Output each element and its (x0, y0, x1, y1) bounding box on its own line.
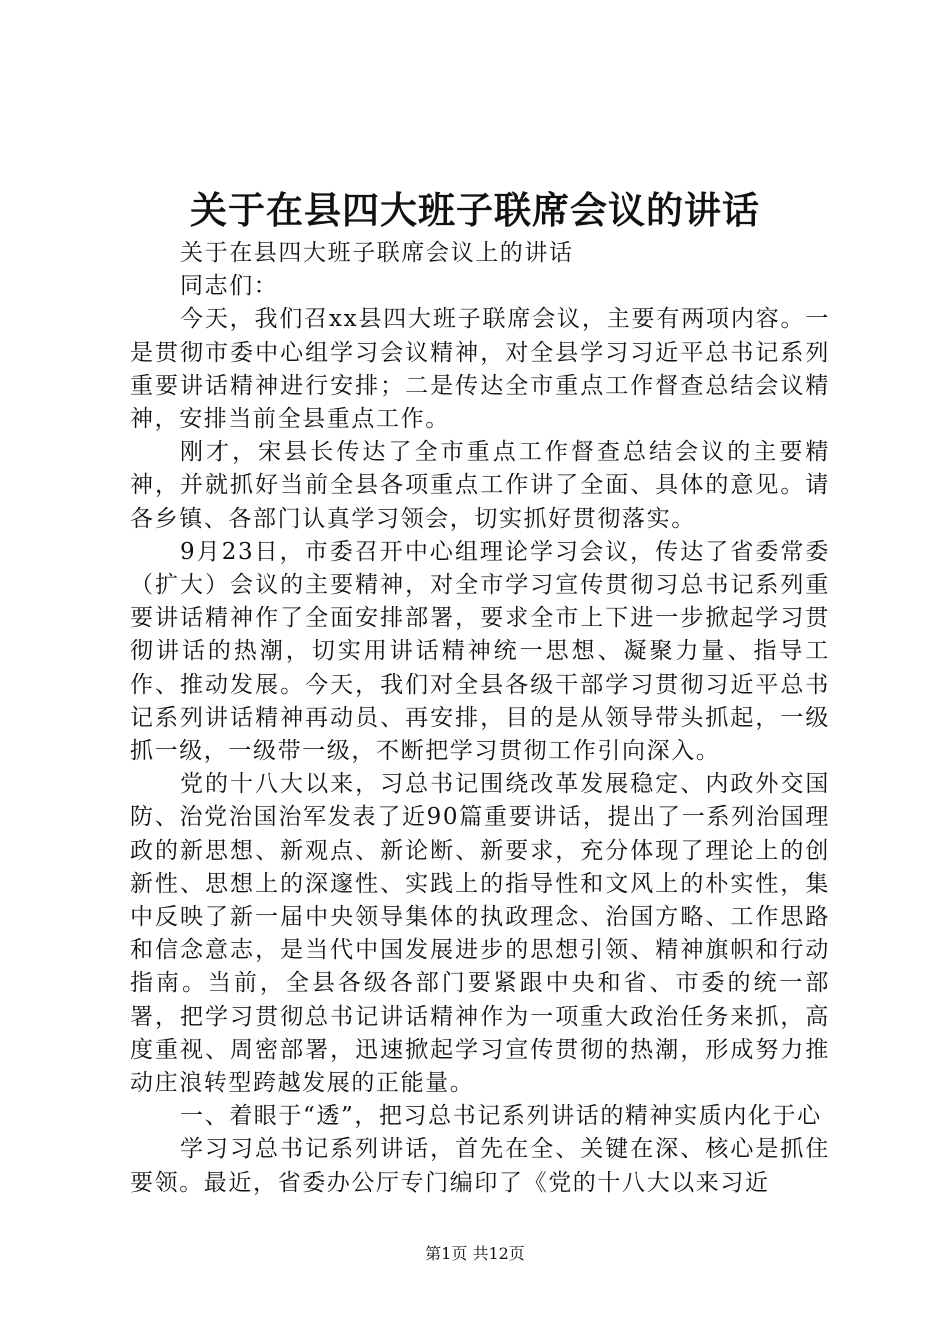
page-number-footer: 第1页 共12页 (425, 1244, 525, 1263)
body-paragraph: 党的十八大以来，习总书记围绕改革发展稳定、内政外交国防、治党治国治军发表了近90篇重要讲话，提出了一系列治国理政的新思想、新观点、新论断、新要求，充分体现了理论上的创新性、思想上的深邃性、实践上的指导性和文风上的朴实性，集中反映了新一届中央领导集体的执政理念、治国方略、工作思路和信念意志，是当代中国发展进步的思想引领、精神旗帜和行动指南。当前，全县各级各部门要紧跟中央和省、市委的统一部署，把学习贯彻总书记讲话精神作为一项重大政治任务来抓，高度重视、周密部署，迅速掀起学习宣传贯彻的热潮，形成努力推动庄浪转型跨越发展的正能量。 (130, 771, 830, 1097)
document-body (130, 237, 830, 1200)
document-title: 关于在县四大班子联席会议的讲话 (190, 188, 760, 232)
body-paragraph: 刚才，宋县长传达了全市重点工作督查总结会议的主要精神，并就抓好当前全县各项重点工作讲了全面、具体的意见。请各乡镇、各部门认真学习领会，切实抓好贯彻落实。 (130, 439, 830, 532)
body-paragraph: 9月23日，市委召开中心组理论学习会议，传达了省委常委（扩大）会议的主要精神，对全市学习宣传贯彻习总书记系列重要讲话精神作了全面安排部署，要求全市上下进一步掀起学习贯彻讲话的热潮，切实用讲话精神统一思想、凝聚力量、指导工作、推动发展。今天，我们对全县各级干部学习贯彻习近平总书记系列讲话精神再动员、再安排，目的是从领导带头抓起，一级抓一级，一级带一级，不断把学习贯彻工作引向深入。 (130, 538, 830, 765)
subtitle-paragraph: 关于在县四大班子联席会议上的讲话 (180, 240, 574, 266)
section-heading: 一、着眼于“透”，把习总书记系列讲话的精神实质内化于心 (180, 1103, 822, 1130)
salutation-paragraph: 同志们： (180, 273, 279, 300)
body-paragraph: 学习习总书记系列讲话，首先在全、关键在深、核心是抓住要领。最近，省委办公厅专门编印了《党的十八大以来习近 (130, 1136, 830, 1196)
body-paragraph: 今天，我们召xx县四大班子联席会议，主要有两项内容。一是贯彻市委中心组学习会议精神，对全县学习习近平总书记系列重要讲话精神进行安排；二是传达全市重点工作督查总结会议精神，安排当前全县重点工作。 (130, 306, 830, 433)
